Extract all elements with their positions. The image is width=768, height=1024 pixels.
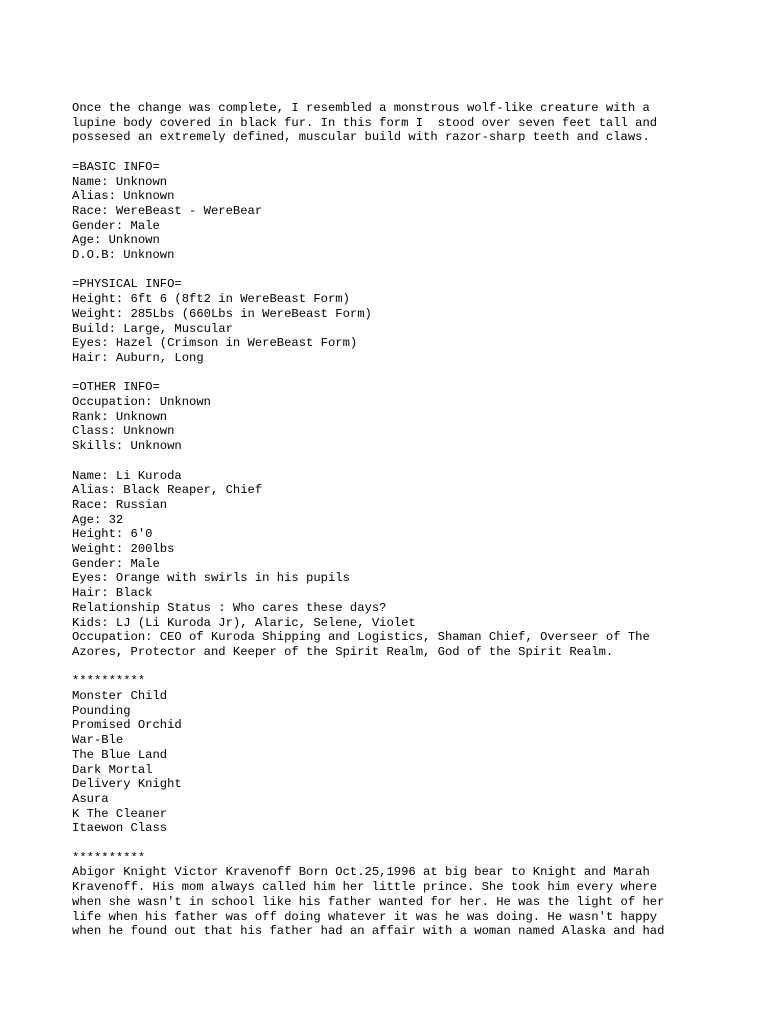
text-line: Name: Li Kuroda xyxy=(72,468,182,483)
text-line: =PHYSICAL INFO= xyxy=(72,277,182,292)
text-line: Gender: Male xyxy=(72,556,160,571)
text-line: Itaewon Class xyxy=(72,821,168,836)
basic-info-section xyxy=(72,160,712,263)
text-line: lupine body covered in black fur. In this form I stood over seven feet tall and xyxy=(72,115,658,130)
text-line: Weight: 285Lbs (660Lbs in WereBeast Form) xyxy=(72,306,372,321)
text-line: Height: 6ft 6 (8ft2 in WereBeast Form) xyxy=(72,292,350,307)
text-line: when she wasn't in school like his father wanted for her. He was the light of her xyxy=(72,894,665,909)
text-line: Kids: LJ (Li Kuroda Jr), Alaric, Selene, Violet xyxy=(72,615,416,630)
text-line: Abigor Knight Victor Kravenoff Born Oct.25,1996 at big bear to Knight and Marah xyxy=(72,865,650,880)
text-line: Relationship Status : Who cares these days? xyxy=(72,600,387,615)
text-line: =OTHER INFO= xyxy=(72,380,160,395)
text-line: Alias: Unknown xyxy=(72,189,175,204)
text-line: Skills: Unknown xyxy=(72,439,182,454)
text-line: ********** xyxy=(72,674,146,689)
text-line: Weight: 200lbs xyxy=(72,542,175,557)
text-line: Eyes: Orange with swirls in his pupils xyxy=(72,571,350,586)
other-info-section xyxy=(72,380,712,454)
intro-paragraph xyxy=(72,101,712,145)
text-line: Occupation: Unknown xyxy=(72,395,211,410)
text-line: D.O.B: Unknown xyxy=(72,248,175,263)
text-line: Age: 32 xyxy=(72,512,124,527)
document-body xyxy=(72,101,712,939)
text-line: Once the change was complete, I resembled a monstrous wolf-like creature with a xyxy=(72,101,650,115)
text-line: life when his father was off doing whatever it was he was doing. He wasn't happy xyxy=(72,909,658,924)
text-line: Eyes: Hazel (Crimson in WereBeast Form) xyxy=(72,336,358,351)
text-line: Dark Mortal xyxy=(72,762,153,777)
title-list xyxy=(72,674,712,836)
text-line: Race: Russian xyxy=(72,497,168,512)
text-line: The Blue Land xyxy=(72,747,168,762)
text-line: Occupation: CEO of Kuroda Shipping and Logistics, Shaman Chief, Overseer of The xyxy=(72,630,650,645)
text-line: Asura xyxy=(72,791,109,806)
text-line: Rank: Unknown xyxy=(72,409,168,424)
text-line: Monster Child xyxy=(72,689,168,704)
text-line: K The Cleaner xyxy=(72,806,168,821)
text-line: =BASIC INFO= xyxy=(72,159,160,174)
text-line: Promised Orchid xyxy=(72,718,182,733)
text-line: Race: WereBeast - WereBear xyxy=(72,203,263,218)
abigor-paragraph xyxy=(72,851,712,939)
physical-info-section xyxy=(72,277,712,365)
li-kuroda-profile xyxy=(72,469,712,660)
text-line: Azores, Protector and Keeper of the Spirit Realm, God of the Spirit Realm. xyxy=(72,644,614,659)
text-line: possesed an extremely defined, muscular build with razor-sharp teeth and claws. xyxy=(72,130,650,145)
text-line: Delivery Knight xyxy=(72,777,182,792)
text-line: Hair: Black xyxy=(72,586,153,601)
text-line: ********** xyxy=(72,850,146,865)
text-line: when he found out that his father had an affair with a woman named Alaska and had xyxy=(72,924,665,939)
text-line: Name: Unknown xyxy=(72,174,168,189)
text-line: Gender: Male xyxy=(72,218,160,233)
text-line: Build: Large, Muscular xyxy=(72,321,233,336)
text-line: Kravenoff. His mom always called him her little prince. She took him every where xyxy=(72,880,658,895)
text-line: Height: 6'0 xyxy=(72,527,153,542)
text-line: Hair: Auburn, Long xyxy=(72,350,204,365)
document-page xyxy=(72,101,712,954)
text-line: Class: Unknown xyxy=(72,424,175,439)
text-line: War-Ble xyxy=(72,733,124,748)
text-line: Age: Unknown xyxy=(72,233,160,248)
text-line: Alias: Black Reaper, Chief xyxy=(72,483,263,498)
text-line: Pounding xyxy=(72,703,131,718)
